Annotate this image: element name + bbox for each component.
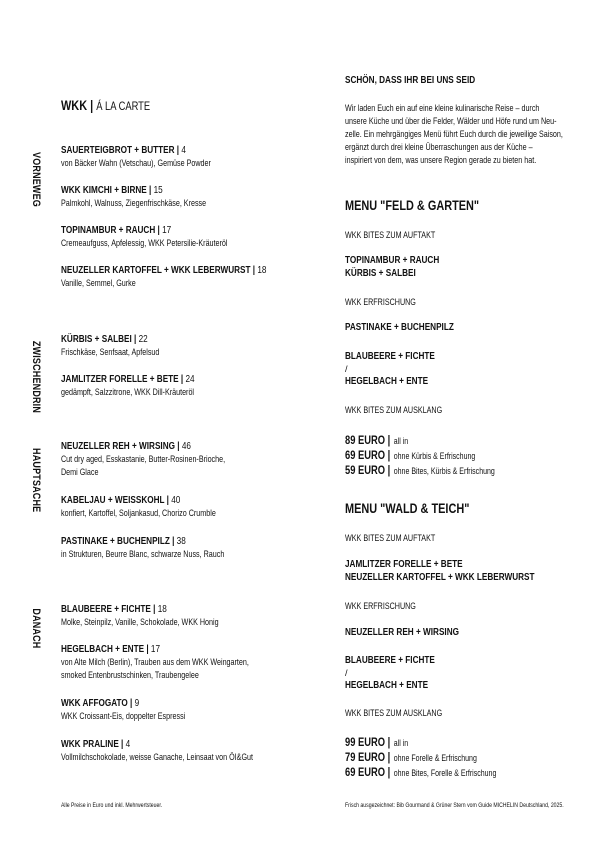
dish-item: BLAUBEERE + FICHTE | 18 Molke, Steinpilz, Vanille, Schokolade, WKK Honig <box>61 603 219 627</box>
dish-item: WKK KIMCHI + BIRNE | 15 Palmkohl, Walnuss, Ziegenfrischkäse, Kresse <box>61 184 207 208</box>
menu2-dessert: BLAUBEERE + FICHTE / HEGELBACH + ENTE <box>345 654 435 691</box>
menu2-course2: NEUZELLER REH + WIRSING <box>345 626 459 638</box>
menu1-refresh: WKK ERFRISCHUNG <box>345 297 416 307</box>
welcome-heading: SCHÖN, DASS IHR BEI UNS SEID <box>345 74 476 86</box>
menu1-prices: 89 EURO | all in 69 EURO | ohne Kürbis & Erfrischung 59 EURO | ohne Bites, Kürbis & Erfrischung <box>345 433 495 477</box>
title-a-la-carte: Á LA CARTE <box>96 99 151 113</box>
dish-item: NEUZELLER KARTOFFEL + WKK LEBERWURST | 18 Vanille, Semmel, Gurke <box>61 264 267 288</box>
dish-item: TOPINAMBUR + RAUCH | 17 Cremeaufguss, Apfelessig, WKK Petersilie-Kräuteröl <box>61 224 228 248</box>
dish-item: HEGELBACH + ENTE | 17 von Alte Milch (Berlin), Trauben aus dem WKK Weingarten, smoked Entenbrustschinken, Traubengelee <box>61 643 249 680</box>
section-label-danach: DANACH <box>30 608 42 649</box>
menu-wald-teich-title: MENU "WALD & TEICH" <box>345 500 470 516</box>
welcome-intro: Wir laden Euch ein auf eine kleine kulinarische Reise – durch unsere Küche und über die Felder, Wälder und Höfe rund um Neu- zelle. Ein mehrgängiges Menü führt Euch durch die jeweilige Saison, ergänzt durch drei kleine Überraschungen aus der Küche – inspiriert von dem, was unsere Region gerade zu bieten hat. <box>345 103 563 165</box>
menu1-bites-end: WKK BITES ZUM AUSKLANG <box>345 405 443 415</box>
menu2-course1: JAMLITZER FORELLE + BETE NEUZELLER KARTOFFEL + WKK LEBERWURST <box>345 558 535 583</box>
dish-item: JAMLITZER FORELLE + BETE | 24 gedämpft, Salzzitrone, WKK Dill-Kräuteröl <box>61 373 195 397</box>
a-la-carte-title <box>61 97 175 114</box>
menu1-course2: PASTINAKE + BUCHENPILZ <box>345 321 454 333</box>
dish-item: WKK PRALINE | 4 Vollmilchschokolade, weisse Ganache, Leinsaat von ÖI&Gut <box>61 738 254 762</box>
menu-feld-garten-title: MENU "FELD & GARTEN" <box>345 197 480 213</box>
section-label-hauptsache: HAUPTSACHE <box>30 448 42 513</box>
menu2-bites-start: WKK BITES ZUM AUFTAKT <box>345 533 436 543</box>
section-label-vorneweg: VORNEWEG <box>30 152 42 207</box>
dish-item: PASTINAKE + BUCHENPILZ | 38 in Strukturen, Beurre Blanc, schwarze Nuss, Rauch <box>61 535 225 559</box>
footer-prices-note: Alle Preise in Euro und inkl. Mehrwertsteuer. <box>61 802 163 809</box>
dish-item: KABELJAU + WEISSKOHL | 40 konfiert, Kartoffel, Soljankasud, Chorizo Crumble <box>61 494 216 518</box>
dish-item: NEUZELLER REH + WIRSING | 46 Cut dry aged, Esskastanie, Butter-Rosinen-Brioche, Demi Glace <box>61 440 226 477</box>
menu2-refresh: WKK ERFRISCHUNG <box>345 601 416 611</box>
dish-item: WKK AFFOGATO | 9 WKK Croissant-Eis, doppelter Espressi <box>61 697 186 721</box>
footer-michelin-note: Frisch ausgezeichnet: Bib Gourmand & Grüner Stern vom Guide MICHELIN Deutschland, 2025. <box>345 802 564 809</box>
menu2-bites-end: WKK BITES ZUM AUSKLANG <box>345 708 443 718</box>
dish-item: KÜRBIS + SALBEI | 22 Frischkäse, Senfsaat, Apfelsud <box>61 333 160 357</box>
title-wkk: WKK | <box>61 97 94 113</box>
dish-item: SAUERTEIGBROT + BUTTER | 4 von Bäcker Wahn (Vetschau), Gemüse Powder <box>61 144 211 168</box>
menu1-dessert: BLAUBEERE + FICHTE / HEGELBACH + ENTE <box>345 350 435 387</box>
section-label-zwischendrin: ZWISCHENDRIN <box>30 340 42 414</box>
menu1-bites-start: WKK BITES ZUM AUFTAKT <box>345 230 436 240</box>
menu1-course1: TOPINAMBUR + RAUCH KÜRBIS + SALBEI <box>345 254 440 279</box>
menu2-prices: 99 EURO | all in 79 EURO | ohne Forelle & Erfrischung 69 EURO | ohne Bites, Forelle & Erfrischung <box>345 735 497 779</box>
